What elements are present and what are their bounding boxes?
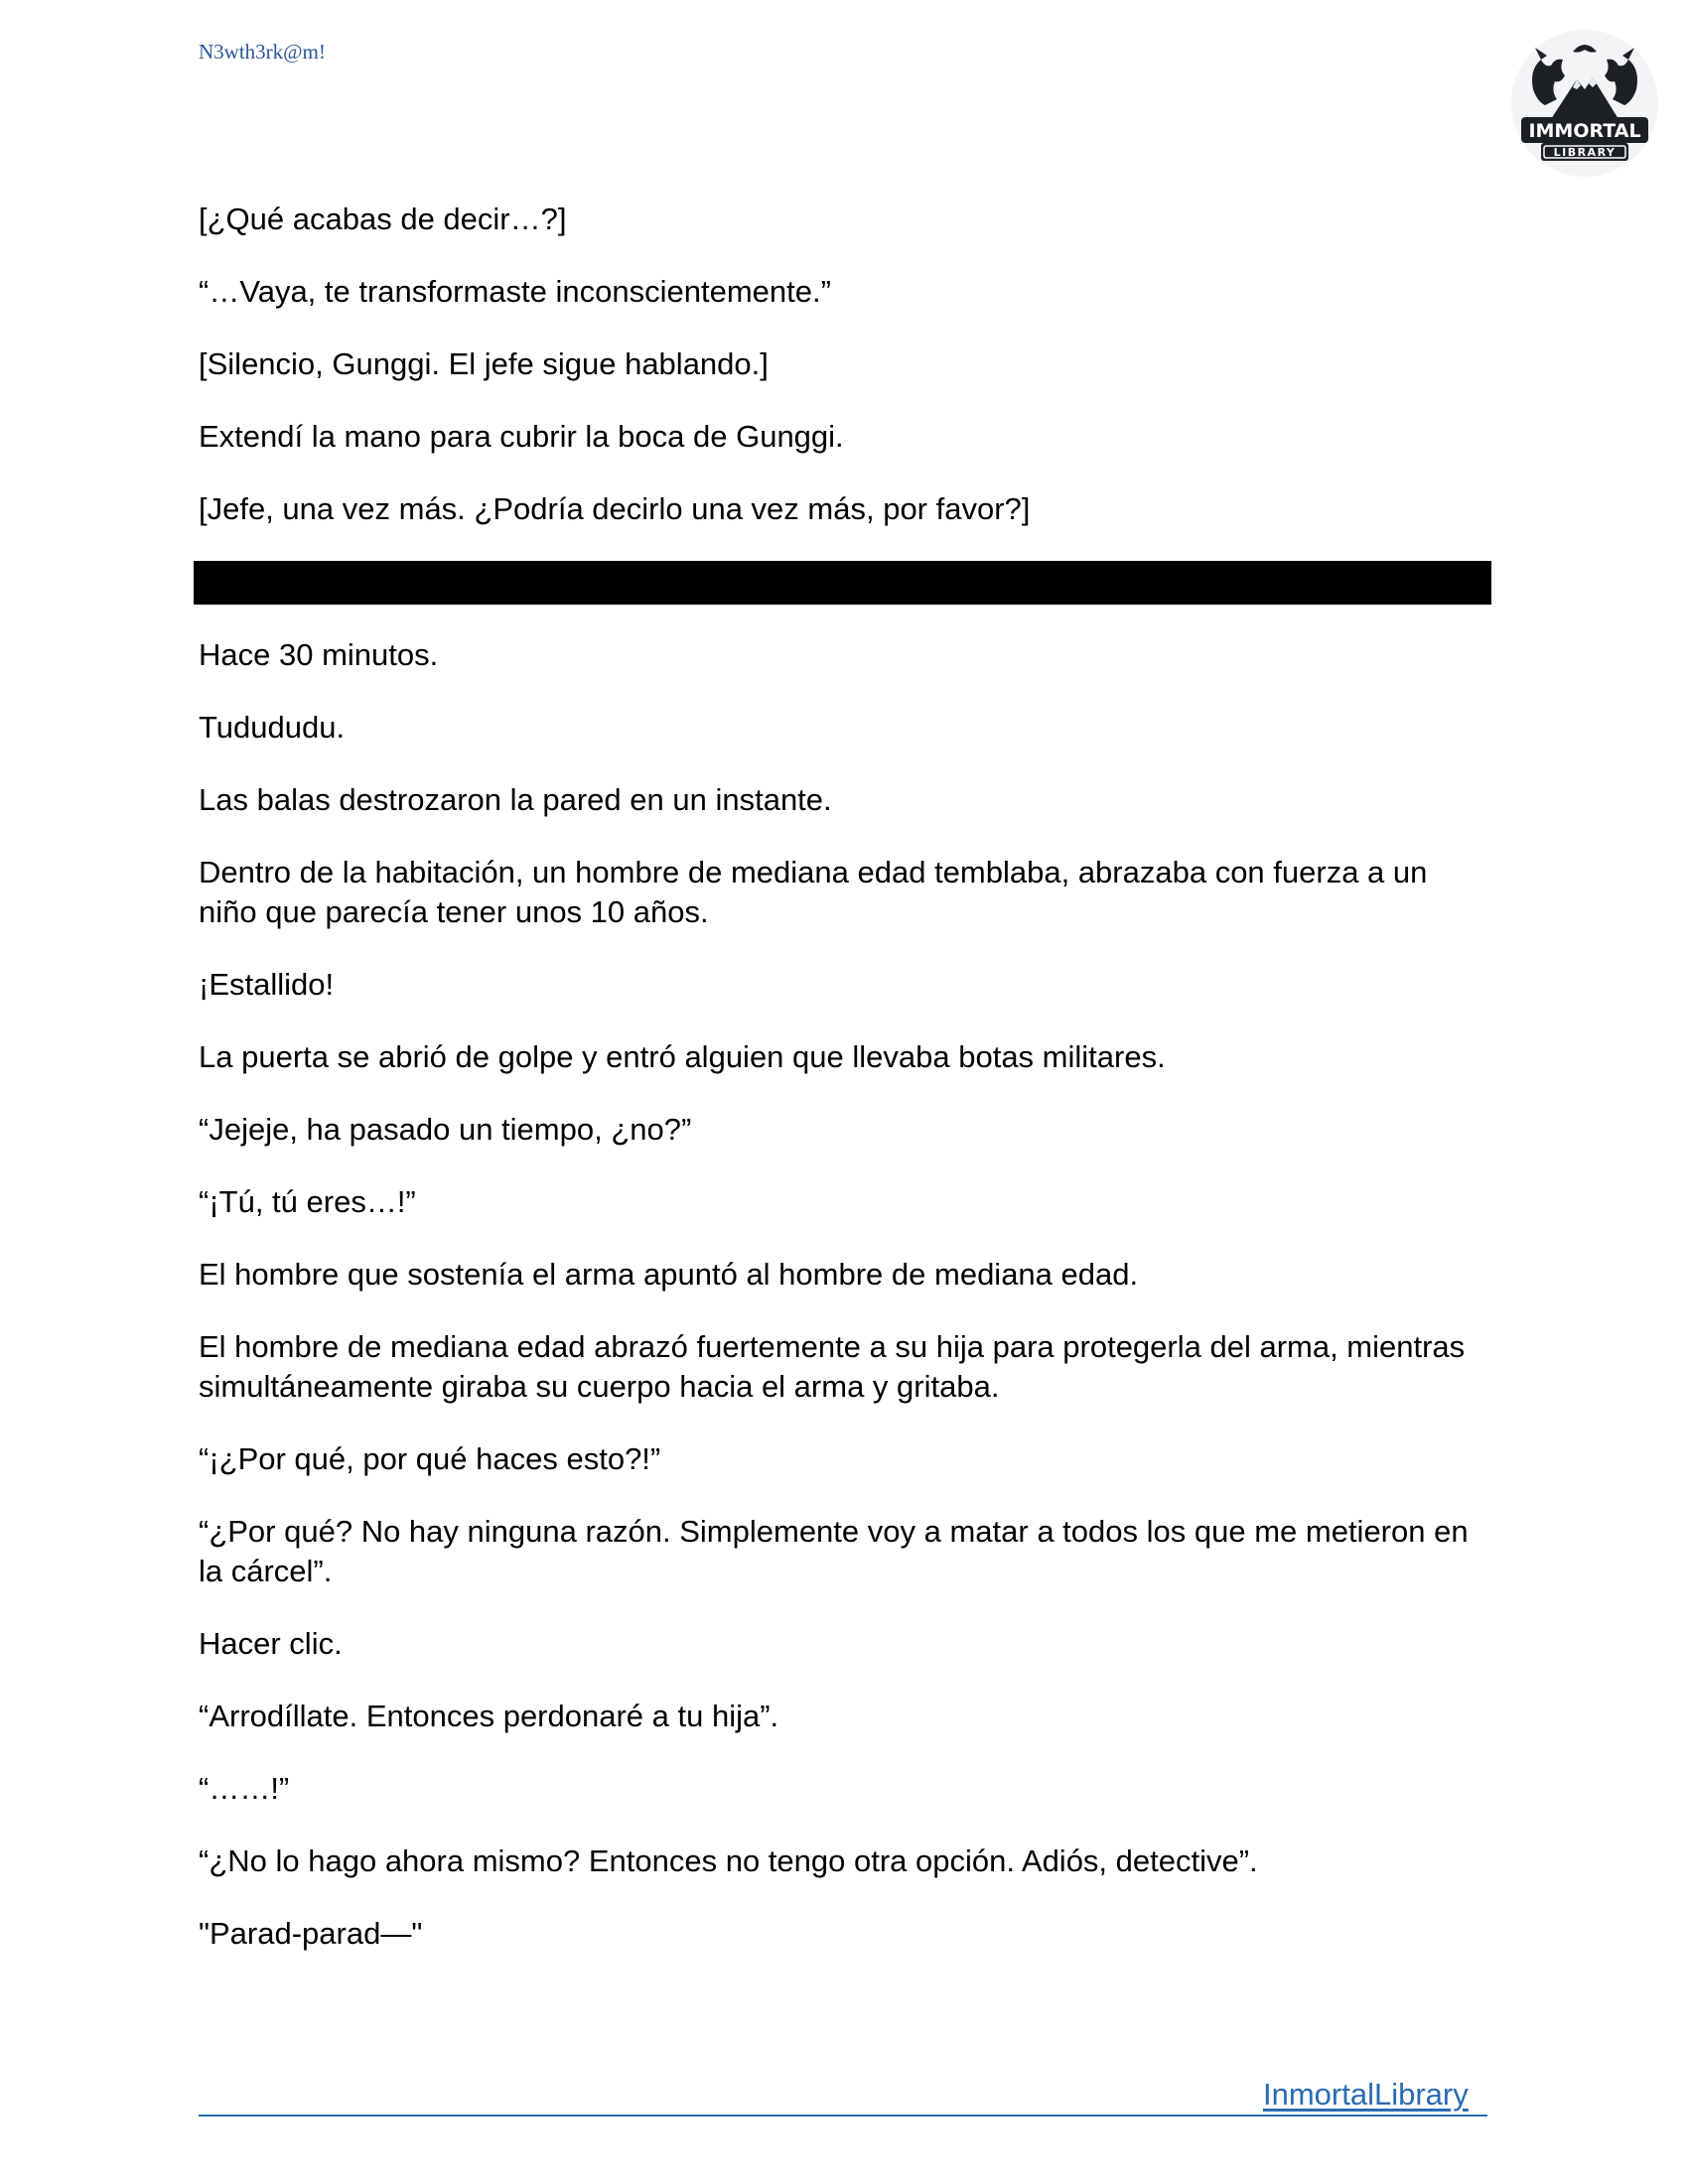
paragraph: “……!”	[199, 1771, 290, 1806]
paragraph: [Silencio, Gunggi. El jefe sigue hablando.]	[199, 346, 769, 381]
paragraph: Las balas destrozaron la pared en un instante.	[199, 782, 832, 817]
paragraph: Hacer clic.	[199, 1626, 343, 1661]
paragraph: “Arrodíllate. Entonces perdonaré a tu hija”.	[199, 1699, 779, 1733]
paragraph: La puerta se abrió de golpe y entró alguien que llevaba botas militares.	[199, 1039, 1166, 1074]
paragraph: El hombre que sostenía el arma apuntó al hombre de mediana edad.	[199, 1257, 1139, 1292]
paragraph: “¡¿Por qué, por qué haces esto?!”	[199, 1441, 661, 1476]
footer-rule	[199, 2115, 1487, 2116]
paragraph: “¿No lo hago ahora mismo? Entonces no tengo otra opción. Adiós, detective”.	[199, 1843, 1258, 1878]
dragon-mountain-icon	[1511, 30, 1658, 177]
logo-text-immortal: IMMORTAL	[1528, 120, 1641, 142]
paragraph: ¡Estallido!	[199, 967, 335, 1002]
paragraph: Tudududu.	[199, 710, 346, 745]
header-watermark: N3wth3rk@m!	[199, 40, 326, 64]
paragraph: El hombre de mediana edad abrazó fuertemente a su hija para protegerla del arma, mientras simultáneamente giraba su cuerpo hacia el arma y gritaba.	[199, 1329, 1466, 1404]
footer-link-inmortallibrary[interactable]: InmortalLibrary	[1263, 2077, 1469, 2112]
paragraph: "Parad-parad—"	[199, 1916, 423, 1951]
paragraph: Extendí la mano para cubrir la boca de Gunggi.	[199, 419, 844, 454]
paragraph: “Jejeje, ha pasado un tiempo, ¿no?”	[199, 1112, 692, 1147]
paragraph: “…Vaya, te transformaste inconscientemente.”	[199, 274, 831, 309]
paragraph: Hace 30 minutos.	[199, 637, 439, 672]
paragraph: [¿Qué acabas de decir…?]	[199, 202, 567, 236]
paragraph: Dentro de la habitación, un hombre de mediana edad temblaba, abrazaba con fuerza a un niño que parecía tener unos 10 años.	[199, 855, 1428, 929]
logo-text-library: LIBRARY	[1553, 146, 1617, 159]
paragraph: [Jefe, una vez más. ¿Podría decirlo una vez más, por favor?]	[199, 491, 1031, 526]
paragraph: “¡Tú, tú eres…!”	[199, 1184, 416, 1219]
immortal-library-logo	[1511, 30, 1658, 177]
paragraph: “¿Por qué? No hay ninguna razón. Simplemente voy a matar a todos los que me metieron en la cárcel”.	[199, 1514, 1469, 1588]
section-divider-bar	[194, 561, 1491, 605]
